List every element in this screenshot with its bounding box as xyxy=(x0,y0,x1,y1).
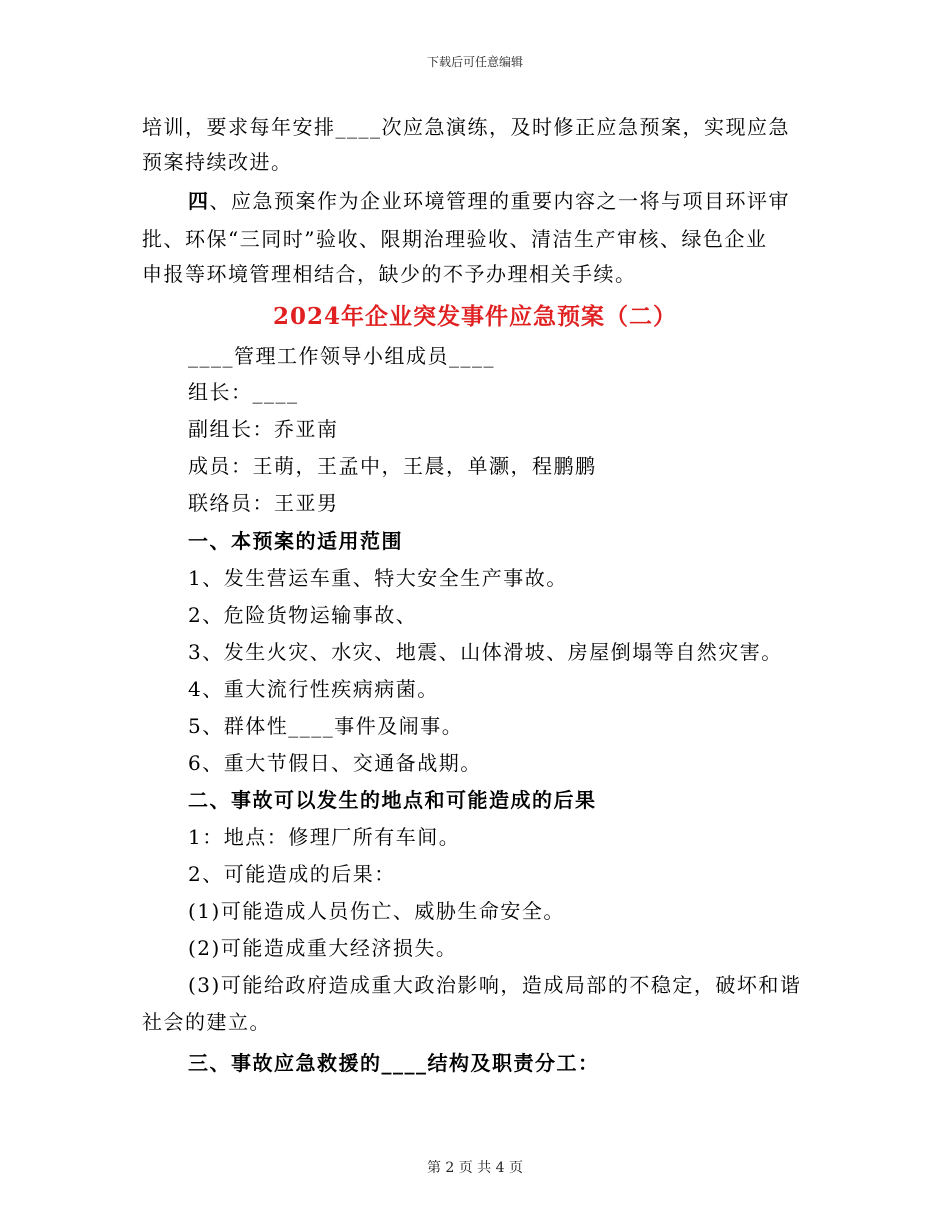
document-title: 2024年企业突发事件应急预案（二） xyxy=(272,303,677,330)
paragraph-4-rest: 、应急预案作为企业环境管理的重要内容之一将与项目环评审 xyxy=(209,189,790,213)
section-1-item: 3、发生火灾、水灾、地震、山体滑坡、房屋倒塌等自然灾害。 xyxy=(188,640,783,664)
paragraph-line: 培训，要求每年安排____次应急演练，及时修正应急预案，实现应急 xyxy=(142,115,790,139)
section-3-heading: 三、事故应急救援的____结构及职责分工： xyxy=(188,1051,600,1075)
paragraph-4-line-3: 申报等环境管理相结合，缺少的不予办理相关手续。 xyxy=(142,262,637,286)
section-2-heading: 二、事故可以发生的地点和可能造成的后果 xyxy=(188,788,597,812)
section-2-item: (2)可能造成重大经济损失。 xyxy=(188,936,458,960)
paragraph-line: 预案持续改进。 xyxy=(142,150,293,174)
section-1-item: 2、危险货物运输事故、 xyxy=(188,603,418,627)
section-2-item: (3)可能给政府造成重大政治影响，造成局部的不稳定，破坏和谐 xyxy=(188,973,802,997)
member-line: 成员：王萌，王孟中，王晨，单灏，程鹏鹏 xyxy=(188,454,597,478)
section-1-item: 1、发生营运车重、特大安全生产事故。 xyxy=(188,566,568,590)
section-1-item: 6、重大节假日、交通备战期。 xyxy=(188,751,482,775)
section-1-item: 5、群体性____事件及闹事。 xyxy=(188,714,464,738)
member-line: 副组长：乔亚南 xyxy=(188,417,339,441)
section-1-heading: 一、本预案的适用范围 xyxy=(188,529,403,553)
section-1-item: 4、重大流行性疾病病菌。 xyxy=(188,677,439,701)
paragraph-4-lead: 四 xyxy=(188,189,210,213)
section-2-item: 2、可能造成的后果： xyxy=(188,862,396,886)
page-header-note: 下载后可任意编辑 xyxy=(426,55,523,69)
section-2-item: 1：地点：修理厂所有车间。 xyxy=(188,825,461,849)
paragraph-4-line-2: 批、环保“三同时”验收、限期治理验收、清洁生产审核、绿色企业 xyxy=(142,227,768,251)
member-line: 组长：____ xyxy=(188,380,299,404)
page-footer-number: 第 2 页 共 4 页 xyxy=(426,1160,524,1176)
section-2-continuation: 社会的建立。 xyxy=(142,1010,271,1034)
member-line: ____管理工作领导小组成员____ xyxy=(188,344,495,368)
section-2-item: (1)可能造成人员伤亡、威胁生命安全。 xyxy=(188,899,565,923)
paragraph-4-line-1 xyxy=(188,187,868,215)
member-line: 联络员：王亚男 xyxy=(188,491,339,515)
